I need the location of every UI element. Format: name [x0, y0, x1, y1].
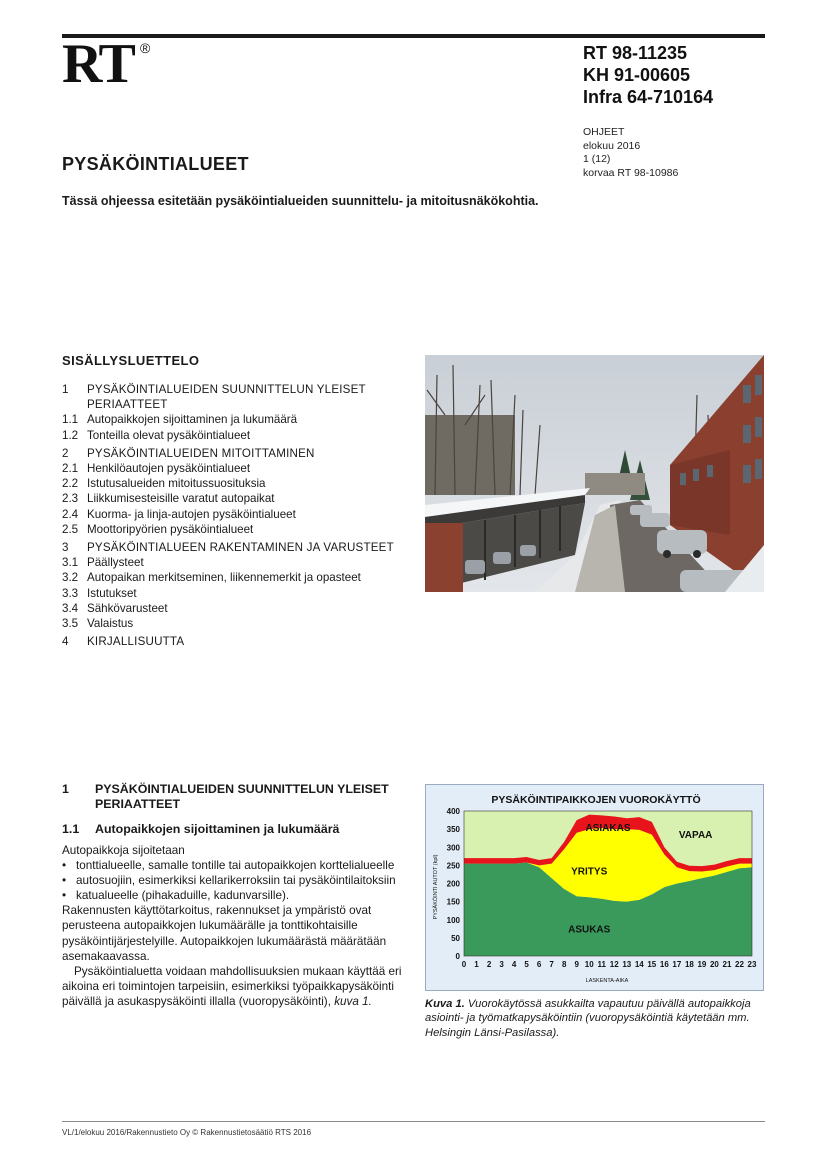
toc-item-number: 3.4	[62, 601, 79, 615]
x-tick-label: 21	[722, 960, 732, 969]
x-tick-label: 4	[511, 960, 517, 969]
page-title: PYSÄKÖINTIALUEET	[62, 154, 249, 174]
y-tick-label: 150	[446, 897, 460, 907]
code-infra: Infra 64-710164	[583, 87, 714, 107]
code-rt: RT 98-11235	[583, 43, 688, 63]
y-tick-label: 50	[451, 933, 460, 943]
toc-item	[62, 570, 402, 585]
document-codes	[583, 42, 713, 108]
meta-replaces: korvaa RT 98-10986	[583, 166, 679, 179]
toc-item-number: 3	[62, 541, 69, 555]
x-tick-label: 18	[684, 960, 694, 969]
document-meta	[583, 126, 678, 180]
x-tick-label: 9	[574, 960, 579, 969]
toc-item-number: 4	[62, 635, 69, 649]
toc-item-label: PYSÄKÖINTIALUEEN RAKENTAMINEN JA VARUSTEET	[87, 541, 394, 555]
toc-item	[62, 428, 402, 443]
code-kh: KH 91-00605	[583, 65, 691, 85]
toc-item	[62, 586, 402, 601]
x-tick-label: 23	[747, 960, 757, 969]
section-1-heading	[62, 782, 402, 812]
toc-item-number: 2.4	[62, 507, 79, 521]
caption-label: Kuva 1.	[425, 998, 465, 1010]
toc-item-number: 1.1	[62, 413, 79, 427]
toc-item-label: Päällysteet	[87, 556, 144, 570]
toc-item-number: 1	[62, 383, 69, 396]
y-tick-label: 400	[446, 807, 460, 816]
y-tick-label: 250	[446, 861, 460, 871]
annotation-label: VAPAA	[678, 830, 713, 842]
figure-caption	[425, 997, 767, 1040]
x-tick-label: 2	[486, 960, 492, 969]
toc-item-number: 2	[62, 446, 69, 460]
y-tick-label: 100	[446, 915, 460, 925]
section-1-1-number: 1.1	[62, 822, 80, 836]
toc-item	[62, 461, 402, 476]
meta-date: elokuu 2016	[583, 139, 641, 152]
toc-item	[62, 601, 402, 616]
parking-area-photo	[425, 355, 764, 592]
x-tick-label: 20	[709, 960, 719, 969]
x-tick-label: 11	[597, 960, 606, 969]
list-item: • katualueelle (pihakaduille, kadunvarsille).	[62, 888, 402, 903]
toc-item	[62, 412, 402, 427]
meta-type: OHJEET	[583, 126, 625, 138]
x-tick-label: 0	[461, 960, 467, 969]
list-item: • autosuojiin, esimerkiksi kellarikerroksiin tai pysäköintilaitoksiin	[62, 873, 402, 888]
x-tick-label: 6	[536, 960, 542, 969]
toc-item-label: KIRJALLISUUTTA	[87, 635, 185, 649]
toc-item-number: 3.1	[62, 556, 79, 570]
body-intro: Autopaikkoja sijoitetaan	[62, 844, 185, 857]
series-label: ASUKAS	[568, 924, 611, 936]
toc-item	[62, 634, 402, 649]
toc-item-number: 2.5	[62, 522, 79, 536]
toc-item	[62, 555, 402, 570]
toc-item	[62, 446, 402, 461]
body-paragraph-1: Rakennusten käyttötarkoitus, rakennukset ja ympäristö ovat perusteena autopaikkojen lukumäärälle ja tonttikohtaisille pysäköintijärjestelyille. Autopaikkojen lukumäärästä määrätään asemakaavassa.	[62, 904, 387, 963]
toc-item-number: 3.5	[62, 617, 79, 631]
toc-item-label: Autopaikan merkitseminen, liikennemerkit ja opasteet	[87, 571, 361, 585]
toc-item	[62, 522, 402, 537]
x-tick-label: 13	[622, 960, 632, 969]
x-tick-label: 16	[659, 960, 669, 969]
meta-page: 1 (12)	[583, 153, 611, 165]
caption-text: Vuorokäytössä asukkailta vapautuu päivällä autopaikkoja asiointi- ja työmatkapysäköintiin (vuoropysäköintiä käytetään mm. Helsingin Länsi-Pasilassa).	[425, 998, 751, 1039]
x-tick-label: 3	[499, 960, 504, 969]
toc-item	[62, 476, 402, 491]
toc-item	[62, 540, 402, 555]
toc-item-label: Moottoripyörien pysäköintialueet	[87, 522, 254, 536]
chart-xlabel: LASKENTA-AIKA	[585, 978, 629, 984]
x-tick-label: 8	[561, 960, 567, 969]
toc-item	[62, 382, 402, 412]
x-tick-label: 17	[672, 960, 682, 969]
list-item: • tonttialueelle, samalle tontille tai autopaikkojen korttelialueelle	[62, 858, 402, 873]
x-tick-label: 19	[697, 960, 707, 969]
toc-item-number: 2.2	[62, 477, 79, 491]
section-1-body	[62, 843, 402, 1009]
lead-text: Tässä ohjeessa esitetään pysäköintialueiden suunnittelu- ja mitoitusnäkökohtia.	[62, 194, 539, 208]
toc-item	[62, 616, 402, 631]
toc-item-number: 2.3	[62, 492, 79, 506]
chart-title: PYSÄKÖINTIPAIKKOJEN VUOROKÄYTTÖ	[491, 794, 701, 806]
footer-rule	[62, 1121, 765, 1122]
x-tick-label: 15	[647, 960, 657, 969]
toc-item-label: Autopaikkojen sijoittaminen ja lukumäärä	[87, 413, 298, 427]
toc-heading: SISÄLLYSLUETTELO	[62, 353, 200, 368]
toc-item-label: Henkilöautojen pysäköintialueet	[87, 462, 251, 476]
y-tick-label: 300	[446, 843, 460, 853]
y-tick-label: 350	[446, 825, 460, 835]
toc-item	[62, 507, 402, 522]
toc-item-label: Tonteilla olevat pysäköintialueet	[87, 428, 251, 442]
y-tick-label: 0	[455, 952, 460, 961]
toc-item-number: 2.1	[62, 462, 79, 476]
series-label: ASIAKAS	[585, 822, 631, 834]
x-tick-label: 12	[609, 960, 619, 969]
series-label: YRITYS	[571, 866, 608, 878]
parking-usage-chart	[425, 784, 764, 991]
toc-item-label: PYSÄKÖINTIALUEIDEN SUUNNITTELUN YLEISET PERIAATTEET	[87, 383, 366, 412]
page-footer: VL/1/elokuu 2016/Rakennustieto Oy © Rakennustietosäätiö RTS 2016	[62, 1128, 312, 1137]
toc-item-label: Sähkövarusteet	[87, 601, 168, 615]
toc-item-label: Liikkumisesteisille varatut autopaikat	[87, 492, 275, 506]
chart-ylabel: PYSÄKÖINTI AUTOT (kpl)	[433, 854, 439, 920]
x-tick-label: 1	[474, 960, 479, 969]
toc-item-label: Valaistus	[87, 617, 134, 631]
section-1-number: 1	[62, 782, 69, 796]
toc-item-label: Kuorma- ja linja-autojen pysäköintialueet	[87, 507, 296, 521]
toc-item	[62, 491, 402, 506]
rt-logo: RT	[62, 33, 134, 95]
registered-mark: ®	[140, 40, 151, 56]
toc-item-label: PYSÄKÖINTIALUEIDEN MITOITTAMINEN	[87, 446, 315, 460]
placement-list	[62, 858, 402, 903]
toc-item-number: 3.3	[62, 586, 79, 600]
section-1-1-title: Autopaikkojen sijoittaminen ja lukumäärä	[95, 822, 340, 836]
x-tick-label: 7	[549, 960, 554, 969]
toc-item-label: Istutusalueiden mitoitussuosituksia	[87, 477, 266, 491]
y-tick-label: 200	[446, 879, 460, 889]
x-tick-label: 22	[735, 960, 744, 969]
toc-item-label: Istutukset	[87, 586, 137, 600]
figure-reference: kuva 1.	[334, 994, 372, 1008]
chart-svg	[426, 785, 763, 990]
header-rule	[62, 34, 765, 38]
x-tick-label: 10	[584, 960, 594, 969]
x-tick-label: 5	[524, 960, 529, 969]
section-1-title: PYSÄKÖINTIALUEIDEN SUUNNITTELUN YLEISET PERIAATTEET	[95, 782, 389, 811]
section-1-1-heading	[62, 822, 402, 836]
toc-item-number: 3.2	[62, 571, 79, 585]
body-paragraph-2	[62, 964, 402, 1009]
body-paragraph-2-text: Pysäköintialuetta voidaan mahdollisuuksien mukaan käyttää eri aikoina eri toimintojen tarpeisiin, esimerkiksi työpaikkapysäköinti päivällä ja asukaspysäköinti illalla (vuoropysäköinti),	[62, 964, 402, 1008]
x-tick-label: 14	[634, 960, 644, 969]
table-of-contents	[62, 382, 402, 649]
toc-item-number: 1.2	[62, 428, 79, 442]
